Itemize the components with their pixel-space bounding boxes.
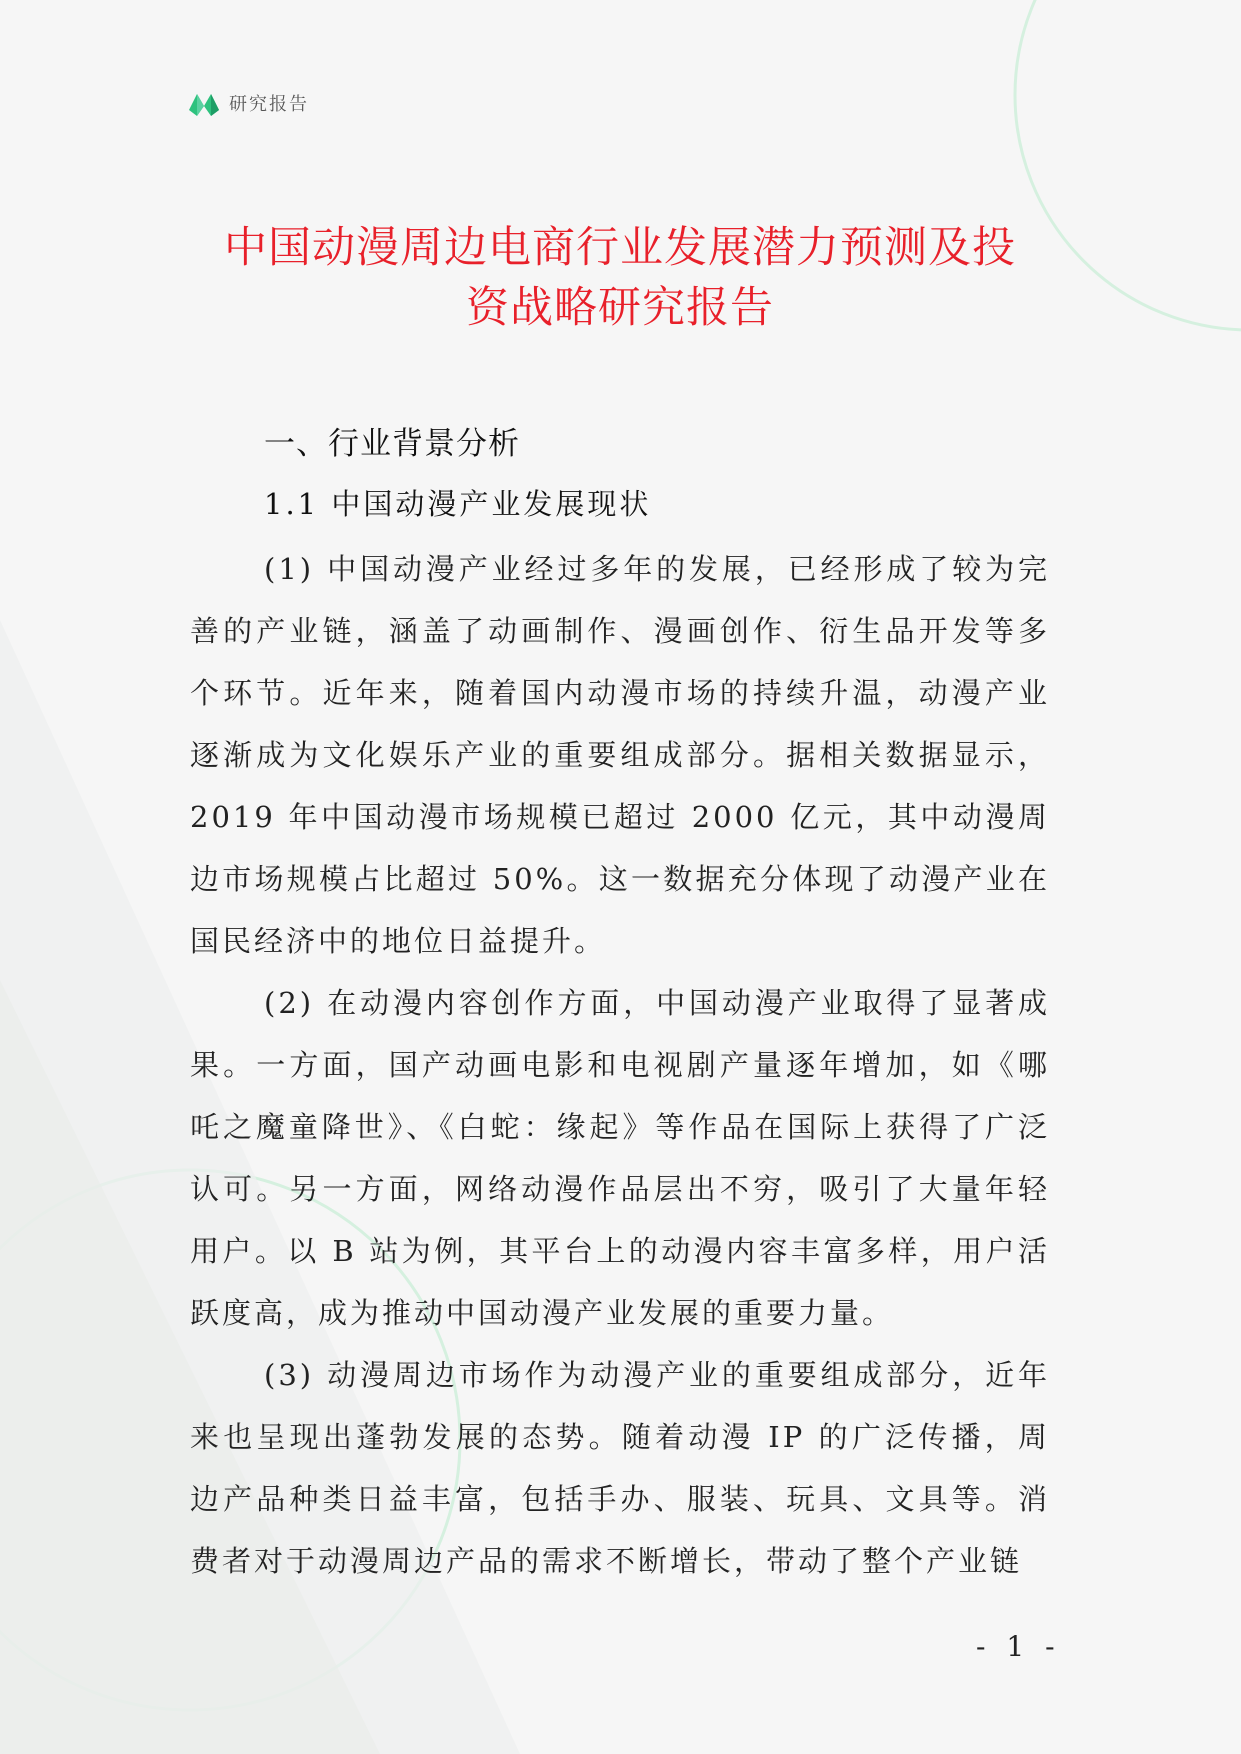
body-text: [190, 538, 1050, 1592]
paragraph-1: (1) 中国动漫产业经过多年的发展，已经形成了较为完善的产业链，涵盖了动画制作、漫画创作、衍生品开发等多个环节。近年来，随着国内动漫市场的持续升温，动漫产业逐渐成为文化娱乐产业的重要组成部分。据相关数据显示，2019 年中国动漫市场规模已超过 2000 亿元，其中动漫周边市场规模占比超过 50%。这一数据充分体现了动漫产业在国民经济中的地位日益提升。: [190, 552, 1050, 958]
title-line-2: 资战略研究报告: [466, 283, 774, 333]
paragraph-3: (3) 动漫周边市场作为动漫产业的重要组成部分，近年来也呈现出蓬勃发展的态势。随着动漫 IP 的广泛传播，周边产品种类日益丰富，包括手办、服装、玩具、文具等。消费者对于动漫周边产品的需求不断增长，带动了整个产业链: [190, 1358, 1050, 1578]
brand-logo-icon: [187, 88, 221, 118]
document-title: [150, 218, 1090, 338]
section-heading: 一、行业背景分析: [264, 426, 520, 462]
page-number: - 1 -: [976, 1630, 1061, 1663]
paragraph-2: (2) 在动漫内容创作方面，中国动漫产业取得了显著成果。一方面，国产动画电影和电视剧产量逐年增加，如《哪吒之魔童降世》、《白蛇：缘起》等作品在国际上获得了广泛认可。另一方面，网络动漫作品层出不穷，吸引了大量年轻用户。以 B 站为例，其平台上的动漫内容丰富多样，用户活跃度高，成为推动中国动漫产业发展的重要力量。: [190, 986, 1050, 1330]
title-line-1: 中国动漫周边电商行业发展潜力预测及投: [224, 223, 1016, 273]
header-label: 研究报告: [229, 94, 309, 115]
subsection-heading: 1.1 中国动漫产业发展现状: [264, 487, 652, 521]
report-header: [187, 88, 309, 118]
